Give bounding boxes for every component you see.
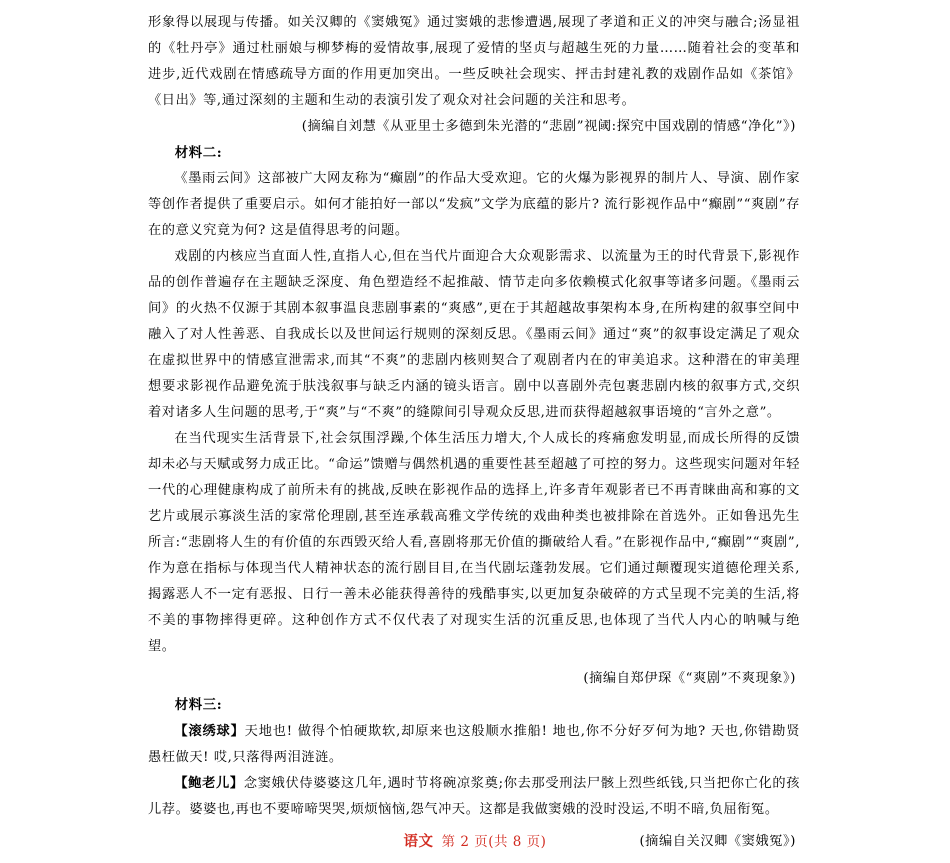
- material-3-heading: 材料三:: [174, 697, 223, 714]
- material-2-heading: 材料二:: [174, 145, 223, 161]
- source-citation-material-1: (摘编自刘慧《从亚里士多德到朱光潜的“悲剧”视阈:探究中国戏剧的情感“净化”》): [301, 119, 796, 134]
- material-2-paragraph-1: 《墨雨云间》这部被广大网友称为“癫剧”的作品大受欢迎。它的火爆为影视界的制片人、导演、剧作家等创作者提供了重要启示。如何才能拍好一部以“发疯”文学为底蕴的影片? 流行影视作品中“癫剧”“爽剧”存在的意义究竟为何? 这是值得思考的问题。: [148, 171, 800, 239]
- source-citation-material-3: (摘编自关汉卿《窦娥冤》): [639, 833, 796, 849]
- qupai-label-gunxiuqiu: 【滚绣球】: [174, 723, 245, 739]
- material-3-verse-2-text: 念窦娥伏侍婆婆这几年,遇时节将碗凉浆奠;你去那受刑法尸骸上烈些纸钱,只当把你亡化的孩儿荐。婆婆也,再也不要啼啼哭哭,烦烦恼恼,怨气冲天。这都是我做窦娥的没时没运,不明不暗,负屈衔冤。: [148, 775, 801, 817]
- footer-subject-title: 语文: [403, 833, 434, 850]
- material-2-paragraph-2: 戏剧的内核应当直面人性,直指人心,但在当代片面迎合大众观影需求、以流量为王的时代背景下,影视作品的创作普遍存在主题缺乏深度、角色塑造经不起推敲、情节走向多依赖模式化叙事等诸多问题。《墨雨云间》的火热不仅源于其剧本叙事温良悲剧事素的“爽感”,更在于其超越故事架构本身,在所构建的叙事空间中融入了对人性善恶、自我成长以及世间运行规则的深刻反思。《墨雨云间》通过“爽”的叙事设定满足了观众在虚拟世界中的情感宣泄需求,而其“不爽”的悲剧内核则契合了观剧者内在的审美追求。这种潜在的审美理想要求影视作品避免流于肤浅叙事与缺乏内涵的镜头语言。剧中以喜剧外壳包裹悲剧内核的叙事方式,交织着对诸多人生问题的思考,于“爽”与“不爽”的缝隙间引导观众反思,进而获得超越叙事语境的“言外之意”。: [148, 249, 800, 421]
- material-3-verse-2: [148, 771, 800, 823]
- paragraph-opening: 形象得以展现与传播。如关汉卿的《窦娥冤》通过窦娥的悲惨遭遇,展现了孝道和正义的冲突与融合;汤显祖的《牡丹亭》通过杜丽娘与柳梦梅的爱情故事,展现了爱情的坚贞与超越生死的力量……随着社会的变革和进步,近代戏剧在情感疏导方面的作用更加突出。一些反映社会现实、抨击封建礼教的戏剧作品如《茶馆》《日出》等,通过深刻的主题和生动的表演引发了观众对社会问题的关注和思考。: [148, 15, 800, 108]
- source-citation-material-2: (摘编自郑伊琛《“爽剧”不爽现象》): [583, 671, 796, 687]
- material-2-paragraph-3: 在当代现实生活背景下,社会氛围浮躁,个体生活压力增大,个人成长的疼痛愈发明显,而成长所得的反馈却未必与天赋或努力成正比。“命运”馈赠与偶然机遇的重要性甚至超越了可控的努力。这些现实问题对年轻一代的心理健康构成了前所未有的挑战,反映在影视作品的选择上,许多青年观影者已不再青睐曲高和寡的文艺片或展示寡淡生活的家常伦理剧,甚至连承载高雅文学传统的戏曲种类也被排除在首选外。正如鲁迅先生所言:“悲剧将人生的有价值的东西毁灭给人看,喜剧将那无价值的撕破给人看。”在影视作品中,“癫剧”“爽剧”,作为意在指标与体现当代人精神状态的流行剧目目,在当代剧坛蓬勃发展。它们通过颠覆现实道德伦理关系,揭露恶人不一定有恶报、日行一善未必能获得善待的残酷事实,以更加复杂破碎的方式呈现不完美的生活,将不美的事物摔得更碎。这种创作方式不仅代表了对现实生活的沉重反思,也体现了当代人内心的呐喊与绝望。: [148, 431, 800, 655]
- material-3-verse-1: [148, 719, 800, 771]
- footer-page-number: 第 2 页(共 8 页): [441, 834, 547, 850]
- page-footer: [0, 830, 950, 851]
- material-3-verse-1-text: 天地也! 做得个怕硬欺软,却原来也这般顺水推船! 地也,你不分好歹何为地? 天也,你错勘贤愚枉做天! 哎,只落得两泪涟涟。: [148, 723, 801, 765]
- qupai-label-baolaoer: 【鲍老儿】: [174, 775, 244, 791]
